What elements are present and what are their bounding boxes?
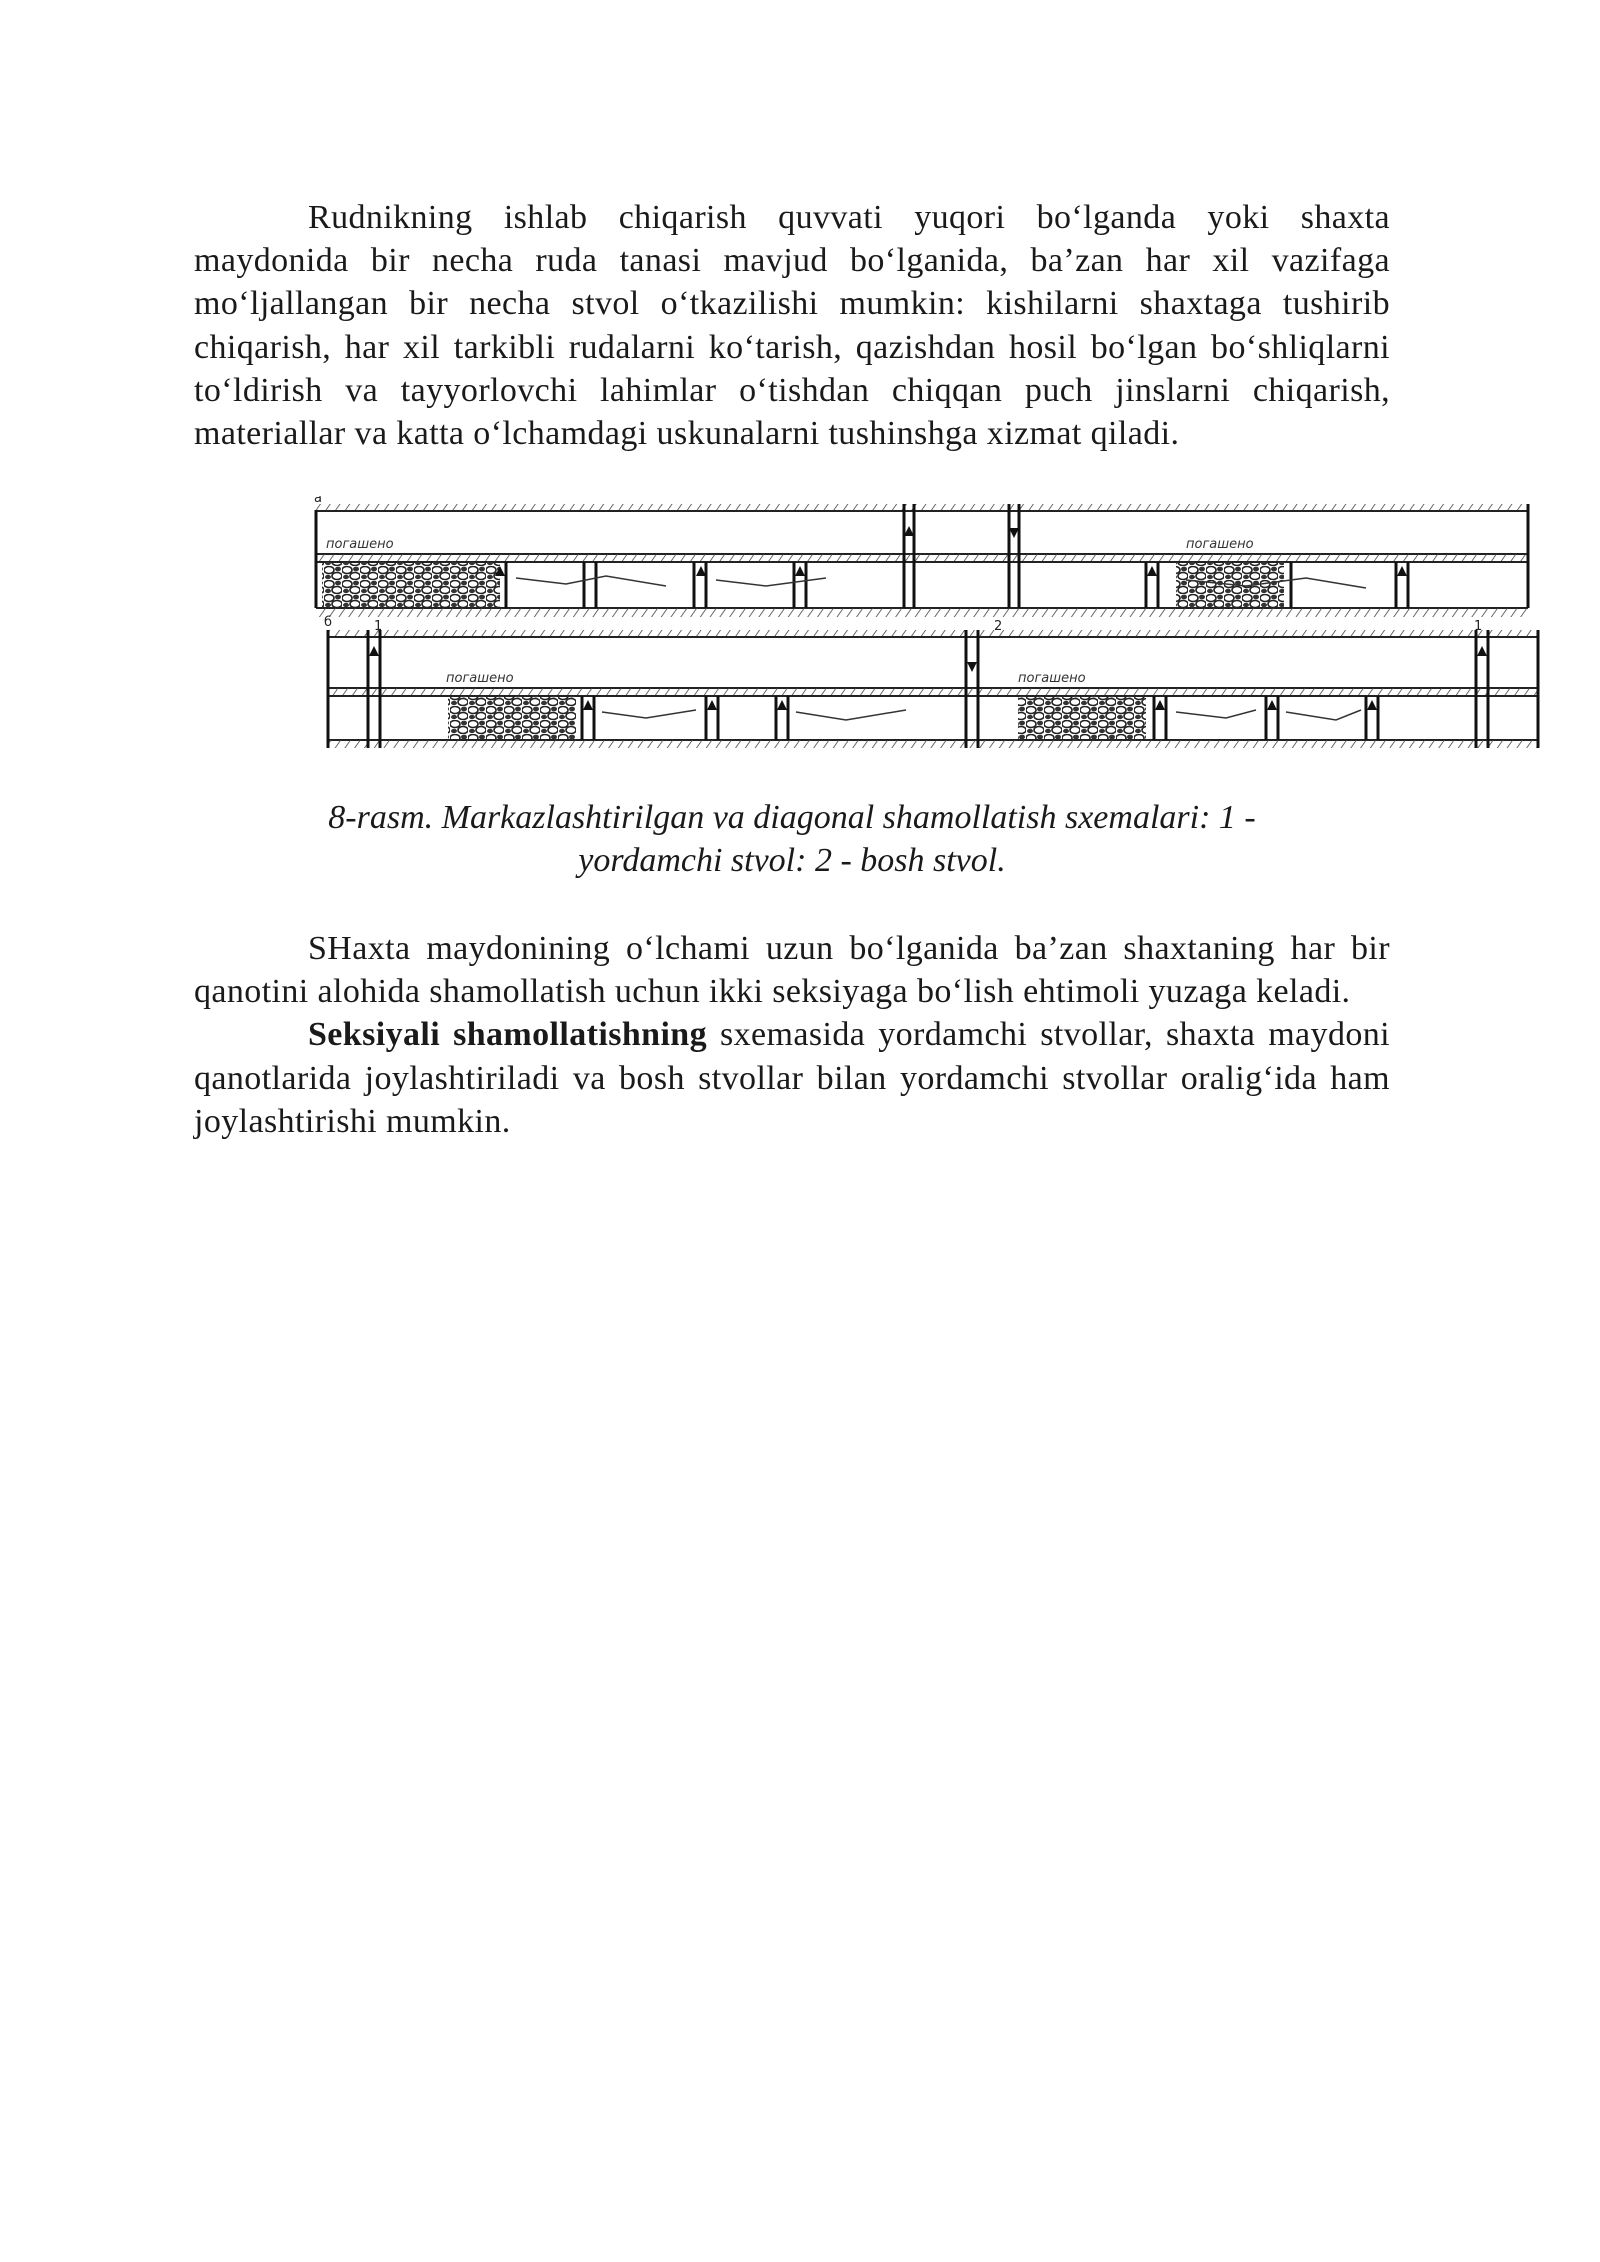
paragraph-3-text: sxemasida yordamchi stvollar, shaxta maydoni qanotlarida joylashtiriladi va bosh stvollar bilan yordamchi stvollar oralig‘ida ham joylashtirishi mumkin. [194, 1016, 1390, 1140]
scheme-a-zone-label-left: погашено [326, 537, 394, 552]
scheme-b-shaft-2: 2 [994, 619, 1003, 634]
scheme-b-shaft-1-left: 1 [374, 619, 383, 634]
ventilation-schemes-figure [306, 496, 1544, 754]
scheme-a-letter: а [314, 496, 322, 506]
figure-caption-line-1: 8-rasm. Markazlashtirilgan va diagonal shamollatish sxemalari: 1 - [328, 799, 1256, 836]
scheme-b-zone-label-right: погашено [1018, 671, 1086, 686]
scheme-b [324, 615, 1538, 748]
ventilation-schemes-drawing [306, 496, 1544, 754]
paragraph-2: SHaxta maydonining o‘lchami uzun bo‘lganida ba’zan shaxtaning har bir qanotini alohida shamollatish uchun ikki seksiyaga bo‘lish ehtimoli yuzaga keladi. [194, 930, 1390, 1011]
paragraph-1-block [194, 196, 1390, 455]
figure-caption-line-2: yordamchi stvol: 2 - bosh stvol. [578, 842, 1006, 879]
paragraph-3 [194, 1013, 1390, 1143]
scheme-a-zone-label-right: погашено [1186, 537, 1254, 552]
scheme-b-letter: б [324, 615, 333, 630]
paragraph-3-bold-term: Seksiyali shamollatishning [308, 1016, 708, 1054]
scheme-a [314, 496, 1528, 617]
scheme-b-zone-label-left: погашено [446, 671, 514, 686]
scheme-b-shaft-1-right: 1 [1474, 619, 1483, 634]
paragraph-1: Rudnikning ishlab chiqarish quvvati yuqori bo‘lganda yoki shaxta maydonida bir necha ruda tanasi mavjud bo‘lganida, ba’zan har xil vazifaga mo‘ljallangan bir necha stvol o‘tkazilishi mumkin: kishilarni shaxtaga tushirib chiqarish, har xil tarkibli rudalarni ko‘tarish, qazishdan hosil bo‘lgan bo‘shliqlarni to‘ldirish va tayyorlovchi lahimlar o‘tishdan chiqqan puch jinslarni chiqarish, materiallar va katta o‘lchamdagi uskunalarni tushinshga xizmat qiladi. [194, 199, 1390, 453]
figure-caption [194, 796, 1390, 882]
paragraph-2-3-block [194, 927, 1390, 1143]
